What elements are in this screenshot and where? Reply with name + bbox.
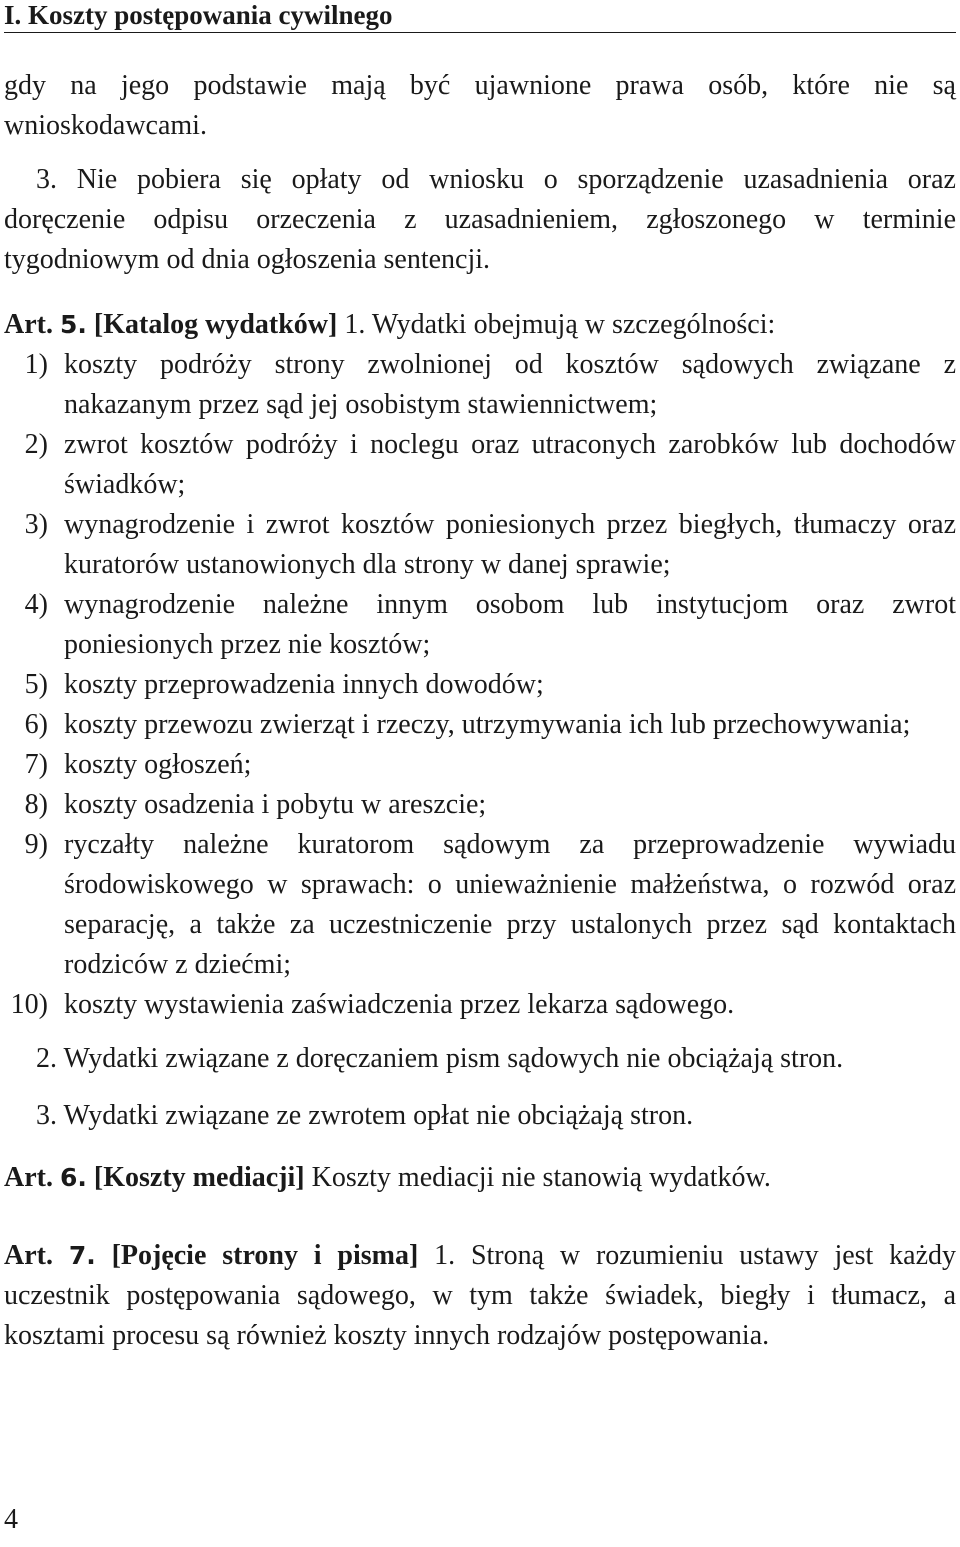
list-item-number: 7) xyxy=(24,749,48,780)
list-item-number: 4) xyxy=(24,589,48,620)
list-item xyxy=(4,705,956,745)
list-item xyxy=(4,825,956,985)
art7-number: 7. xyxy=(68,1241,96,1270)
art5-prefix: Art. xyxy=(4,309,53,340)
list-item-text: ryczałty należne kuratorom sądowym za przeprowadzenie wywiadu środowiskowego w sprawach: o unieważnienie małżeństwa, o rozwód oraz separację, a także za uczestniczenie przy ustalonych przez sąd kontaktach rodziców z dziećmi; xyxy=(64,829,956,980)
list-item xyxy=(4,345,956,425)
list-item-number: 2) xyxy=(24,429,48,460)
list-item-text: koszty wystawienia zaświadczenia przez lekarza sądowego. xyxy=(64,989,735,1020)
list-item-number: 8) xyxy=(24,789,48,820)
art5-para3: 3. Wydatki związane ze zwrotem opłat nie obciążają stron. xyxy=(36,1100,694,1131)
art6-title: [Koszty mediacji] xyxy=(93,1162,305,1193)
running-title: I. Koszty postępowania cywilnego xyxy=(4,0,393,30)
art6-number: 6. xyxy=(59,1163,87,1192)
art6-paragraph xyxy=(4,1158,956,1198)
list-item-text: koszty przewozu zwierząt i rzeczy, utrzymywania ich lub przechowywania; xyxy=(64,709,911,740)
list-item xyxy=(4,585,956,665)
list-item-number: 5) xyxy=(24,669,48,700)
art5-title: [Katalog wydatków] xyxy=(93,309,338,340)
list-item xyxy=(4,745,956,785)
list-item-number: 1) xyxy=(24,349,48,380)
list-item xyxy=(4,985,956,1025)
art5-para2: 2. Wydatki związane z doręczaniem pism sądowych nie obciążają stron. xyxy=(36,1043,844,1074)
art7-paragraph xyxy=(4,1236,956,1356)
list-item-text: zwrot kosztów podróży i noclegu oraz utraconych zarobków lub dochodów świadków; xyxy=(64,429,956,500)
list-item xyxy=(4,665,956,705)
list-item-text: koszty podróży strony zwolnionej od kosztów sądowych związane z nakazanym przez sąd jej osobistym stawiennictwem; xyxy=(64,349,956,420)
art4-para3: 3. Nie pobiera się opłaty od wniosku o sporządzenie uzasadnienia oraz doręczenie odpisu orzeczenia z uzasadnieniem, zgłoszonego w terminie tygodniowym od dnia ogłoszenia sentencji. xyxy=(4,164,956,275)
art7-text: 1. Stroną w rozumieniu ustawy jest każdy uczestnik postępowania sądowego, w tym także świadek, biegły i tłumacz, a kosztami procesu są również koszty innych rodzajów postępowania. xyxy=(4,1240,957,1351)
document-page xyxy=(4,0,956,1356)
list-item-text: koszty przeprowadzenia innych dowodów; xyxy=(64,669,544,700)
art5-lead: 1. Wydatki obejmują w szczególności: xyxy=(344,309,776,340)
list-item-text: wynagrodzenie należne innym osobom lub instytucjom oraz zwrot poniesionych przez nie kosztów; xyxy=(64,589,956,660)
art7-title: [Pojęcie strony i pisma] xyxy=(111,1240,419,1271)
running-header xyxy=(4,0,956,33)
page-number: 4 xyxy=(4,1504,18,1535)
list-item-number: 3) xyxy=(24,509,48,540)
document-body xyxy=(4,33,956,1356)
continuation-paragraph: gdy na jego podstawie mają być ujawnione prawa osób, które nie są wnioskodawcami. xyxy=(4,70,956,141)
art7-prefix: Art. xyxy=(4,1240,53,1271)
list-item-text: koszty osadzenia i pobytu w areszcie; xyxy=(64,789,487,820)
art5-expense-list xyxy=(4,345,956,1025)
list-item xyxy=(4,505,956,585)
art5-number: 5. xyxy=(59,310,87,339)
list-item xyxy=(4,425,956,505)
list-item-number: 6) xyxy=(24,709,48,740)
list-item-text: wynagrodzenie i zwrot kosztów poniesionych przez biegłych, tłumaczy oraz kuratorów ustanowionych dla strony w danej sprawie; xyxy=(64,509,956,580)
list-item xyxy=(4,785,956,825)
list-item-text: koszty ogłoszeń; xyxy=(64,749,252,780)
art6-text: Koszty mediacji nie stanowią wydatków. xyxy=(311,1162,771,1193)
art5-heading-paragraph xyxy=(4,305,956,345)
list-item-number: 9) xyxy=(24,829,48,860)
list-item-number: 10) xyxy=(10,989,48,1020)
art6-prefix: Art. xyxy=(4,1162,53,1193)
